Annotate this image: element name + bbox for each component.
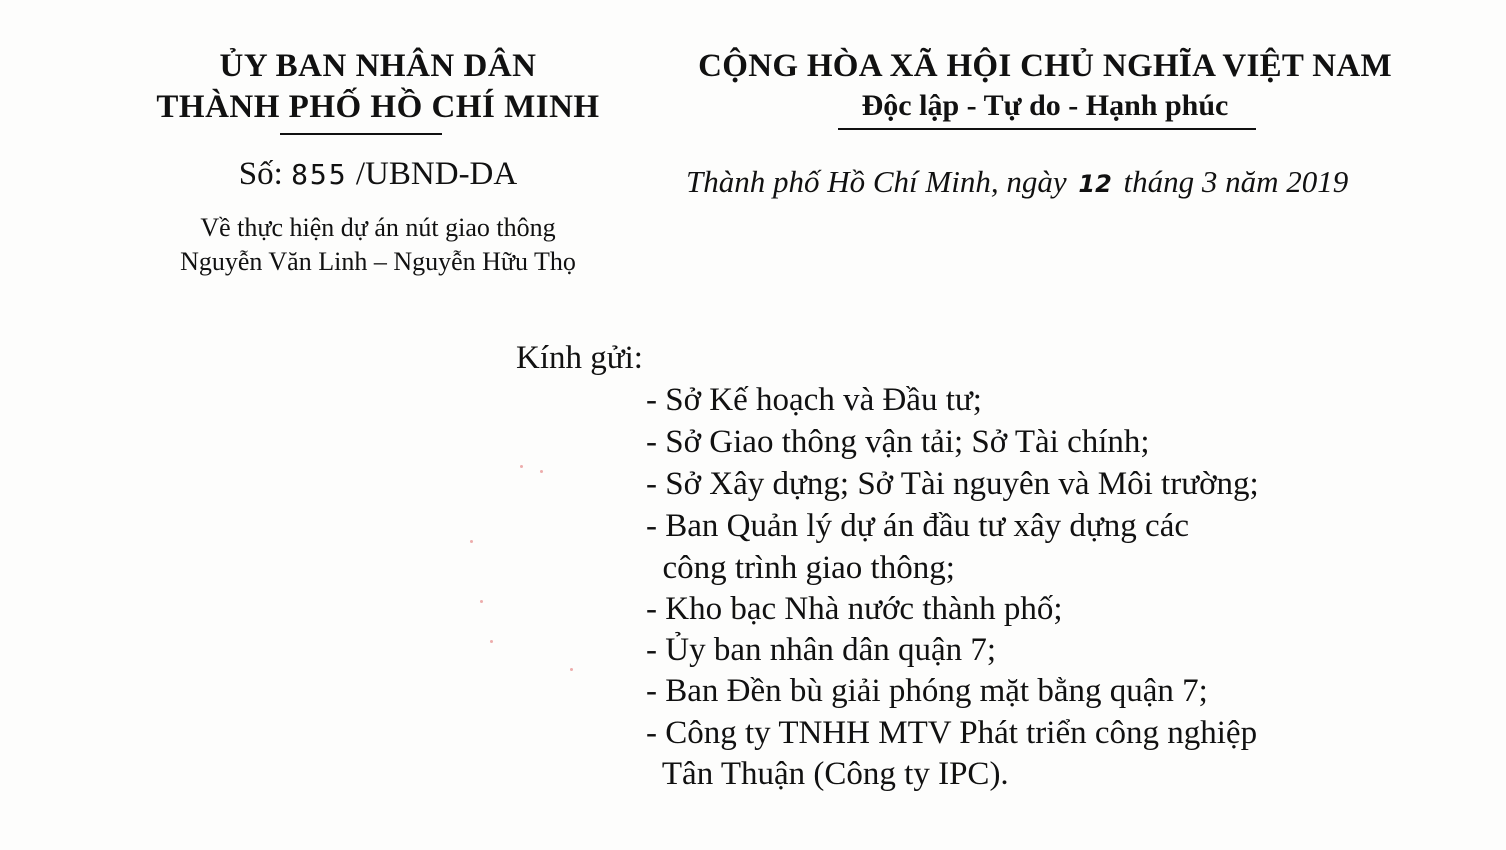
recipients-greeting: Kính gửi:	[516, 340, 643, 376]
stamp-residue	[540, 470, 543, 473]
recipient-line: - Sở Xây dựng; Sở Tài nguyên và Môi trường;	[646, 466, 1259, 502]
subject-line1: Về thực hiện dự án nút giao thông	[200, 213, 556, 242]
document-number-suffix: /UBND-DA	[355, 156, 518, 192]
national-motto: Độc lập - Tự do - Hạnh phúc	[861, 89, 1229, 122]
recipient-line: - Ban Đền bù giải phóng mặt bằng quận 7;	[646, 673, 1208, 709]
recipient-line: - Sở Kế hoạch và Đầu tư;	[646, 382, 982, 418]
stamp-residue	[490, 640, 493, 643]
issuing-agency-line1: ỦY BAN NHÂN DÂN	[219, 48, 537, 84]
recipient-line: - Ủy ban nhân dân quận 7;	[646, 632, 997, 668]
dateline-prefix: Thành phố Hồ Chí Minh, ngày	[686, 164, 1067, 199]
stamp-residue	[520, 465, 523, 468]
stamp-residue	[480, 600, 483, 603]
recipient-line: - Kho bạc Nhà nước thành phố;	[646, 591, 1063, 627]
motto-underline	[838, 128, 1256, 130]
stamp-residue	[570, 668, 573, 671]
agency-underline	[280, 133, 442, 135]
recipient-line: - Ban Quản lý dự án đầu tư xây dựng các	[646, 508, 1190, 544]
stamp-residue	[470, 540, 473, 543]
recipient-line: Tân Thuận (Công ty IPC).	[646, 756, 1009, 792]
document-number	[140, 156, 616, 193]
document-number-prefix: Số:	[238, 156, 283, 192]
dateline-day: 12	[1078, 170, 1112, 198]
document-number-value: 855	[291, 158, 348, 191]
issuing-agency-line2: THÀNH PHỐ HỒ CHÍ MINH	[156, 89, 600, 125]
recipient-line: công trình giao thông;	[646, 550, 955, 586]
dateline	[686, 164, 1348, 200]
national-title: CỘNG HÒA XÃ HỘI CHỦ NGHĨA VIỆT NAM	[698, 48, 1392, 84]
recipient-line: - Sở Giao thông vận tải; Sở Tài chính;	[646, 424, 1150, 460]
recipient-line: - Công ty TNHH MTV Phát triển công nghiệp	[646, 715, 1258, 751]
dateline-suffix: tháng 3 năm 2019	[1123, 164, 1349, 199]
subject-line2: Nguyễn Văn Linh – Nguyễn Hữu Thọ	[180, 247, 576, 276]
